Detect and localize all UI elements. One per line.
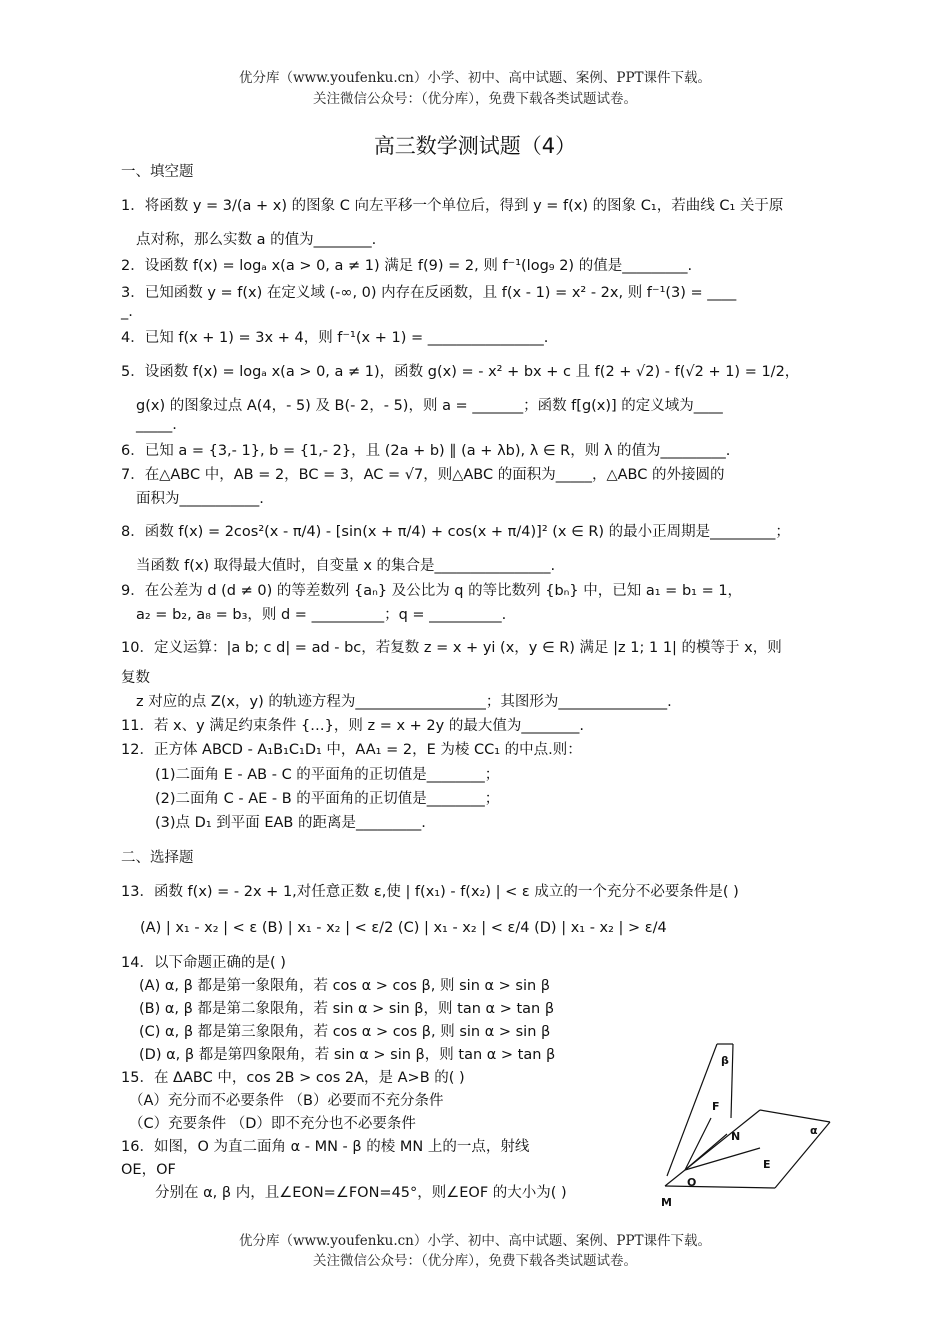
label-o: O (687, 1176, 697, 1189)
question-5-line-3: _____. (136, 417, 177, 433)
question-6: 6．已知 a = {3,- 1}, b = {1,- 2}，且 (2a + b) ∥ (a + λb), λ ∈ R，则 λ 的值为_________. (121, 443, 731, 459)
question-16-line-2: OE，OF (121, 1162, 176, 1178)
question-5-line-2: g(x) 的图象过点 A(4，- 5) 及 B(- 2，- 5)，则 a = _______；函数 f[g(x)] 的定义域为____ (136, 398, 723, 414)
question-12: 12．正方体 ABCD - A₁B₁C₁D₁ 中，AA₁ = 2，E 为棱 CC₁ 的中点.则： (121, 742, 582, 758)
plane-alpha-edge-far (775, 1122, 830, 1188)
question-13-options: (A) | x₁ - x₂ | < ε (B) | x₁ - x₂ | < ε/2 (C) | x₁ - x₂ | < ε/4 (D) | x₁ - x₂ | > ε/4 (140, 920, 667, 936)
question-14-option-d: (D) α, β 都是第四象限角，若 sin α > sin β，则 tan α > tan β (139, 1047, 556, 1063)
question-3-line-1: 3．已知函数 y = f(x) 在定义域 (-∞, 0) 内存在反函数，且 f(x - 1) = x² - 2x, 则 f⁻¹(3) = ____ (121, 285, 737, 301)
question-8-line-2: 当函数 f(x) 取得最大值时，自变量 x 的集合是________________. (136, 558, 556, 574)
ray-of (685, 1118, 711, 1170)
question-4: 4．已知 f(x + 1) = 3x + 4，则 f⁻¹(x + 1) = ________________. (121, 330, 549, 346)
question-10-line-1: 10．定义运算：|a b; c d| = ad - bc，若复数 z = x + yi (x，y ∈ R) 满足 |z 1; 1 1| 的模等于 x，则 (121, 640, 782, 656)
header-line-1: 优分库（www.youfenku.cn）小学、初中、高中试题、案例、PPT课件下载。 (238, 70, 712, 86)
ray-oe (685, 1148, 760, 1170)
question-9-line-2: a₂ = b₂, a₈ = b₃，则 d = __________；q = __________. (136, 607, 507, 623)
question-15-options-ab: （A）充分而不必要条件 （B）必要而不充分条件 (129, 1093, 444, 1109)
question-11: 11．若 x、y 满足约束条件 {…}，则 z = x + 2y 的最大值为________. (121, 718, 584, 734)
plane-alpha-edge-near (665, 1186, 775, 1188)
question-2: 2．设函数 f(x) = logₐ x(a > 0, a ≠ 1) 满足 f(9) = 2, 则 f⁻¹(log₉ 2) 的值是_________. (121, 258, 693, 274)
header-line-2: 关注微信公众号：（优分库），免费下载各类试题试卷。 (313, 91, 637, 107)
page-title: 高三数学测试题（4） (373, 134, 577, 158)
label-beta: β (721, 1054, 729, 1067)
question-3-line-2: _. (121, 304, 133, 320)
plane-beta-edge-right (731, 1044, 733, 1118)
section-fill-heading: 一、填空题 (121, 164, 194, 180)
question-14-option-c: (C) α, β 都是第三象限角，若 cos α > cos β, 则 sin α > sin β (139, 1024, 551, 1040)
question-7-line-1: 7．在△ABC 中，AB = 2，BC = 3，AC = √7，则△ABC 的面积为_____，△ABC 的外接圆的 (121, 467, 725, 483)
question-10-line-2: 复数 (121, 670, 150, 686)
plane-alpha-edge-right (760, 1110, 830, 1122)
question-7-line-2: 面积为___________. (136, 491, 264, 507)
ray-on (685, 1134, 727, 1170)
question-12-part-2: (2)二面角 C - AE - B 的平面角的正切值是________； (155, 791, 500, 807)
question-16-line-3: 分别在 α, β 内，且∠EON=∠FON=45°，则∠EOF 的大小为( ) (155, 1185, 567, 1201)
dihedral-angle-figure (655, 1030, 835, 1210)
edge-mn (665, 1110, 760, 1186)
question-8-line-1: 8．函数 f(x) = 2cos²(x - π/4) - [sin(x + π/4) + cos(x + π/4)]² (x ∈ R) 的最小正周期是_________； (121, 524, 790, 540)
question-5-line-1: 5．设函数 f(x) = logₐ x(a > 0, a ≠ 1)，函数 g(x) = - x² + bx + c 且 f(2 + √2) - f(√2 + 1) = 1/2， (121, 364, 800, 380)
question-10-line-3: z 对应的点 Z(x，y) 的轨迹方程为__________________；其图形为_______________. (136, 694, 672, 710)
question-14-option-a: (A) α, β 都是第一象限角，若 cos α > cos β, 则 sin α > sin β (139, 978, 551, 994)
footer-line-1: 优分库（www.youfenku.cn）小学、初中、高中试题、案例、PPT课件下载。 (238, 1233, 712, 1249)
question-15: 15．在 ΔABC 中，cos 2B > cos 2A，是 A>B 的( ) (121, 1070, 465, 1086)
label-m: M (661, 1196, 672, 1209)
question-1-line-1: 1．将函数 y = 3/(a + x) 的图象 C 向左平移一个单位后，得到 y = f(x) 的图象 C₁，若曲线 C₁ 关于原 (121, 198, 784, 214)
footer-line-2: 关注微信公众号：（优分库），免费下载各类试题试卷。 (313, 1253, 637, 1269)
question-15-options-cd: （C）充要条件 （D）即不充分也不必要条件 (129, 1116, 416, 1132)
section-choice-heading: 二、选择题 (121, 850, 194, 866)
label-e: E (763, 1158, 771, 1171)
question-14-option-b: (B) α, β 都是第二象限角，若 sin α > sin β，则 tan α > tan β (139, 1001, 555, 1017)
question-16-line-1: 16．如图，O 为直二面角 α - MN - β 的棱 MN 上的一点，射线 (121, 1139, 530, 1155)
question-9-line-1: 9．在公差为 d (d ≠ 0) 的等差数列 {aₙ} 及公比为 q 的等比数列 {bₙ} 中，已知 a₁ = b₁ = 1， (121, 583, 743, 599)
label-alpha: α (810, 1124, 818, 1137)
question-14: 14．以下命题正确的是( ) (121, 955, 286, 971)
question-12-part-1: (1)二面角 E - AB - C 的平面角的正切值是________； (155, 767, 500, 783)
label-f: F (712, 1100, 720, 1113)
question-13: 13．函数 f(x) = - 2x + 1,对任意正数 ε,使 | f(x₁) - f(x₂) | < ε 成立的一个充分不必要条件是( ) (121, 884, 739, 900)
question-1-line-2: 点对称，那么实数 a 的值为________. (136, 232, 377, 248)
question-12-part-3: (3)点 D₁ 到平面 EAB 的距离是_________. (155, 815, 426, 831)
label-n: N (731, 1130, 741, 1143)
